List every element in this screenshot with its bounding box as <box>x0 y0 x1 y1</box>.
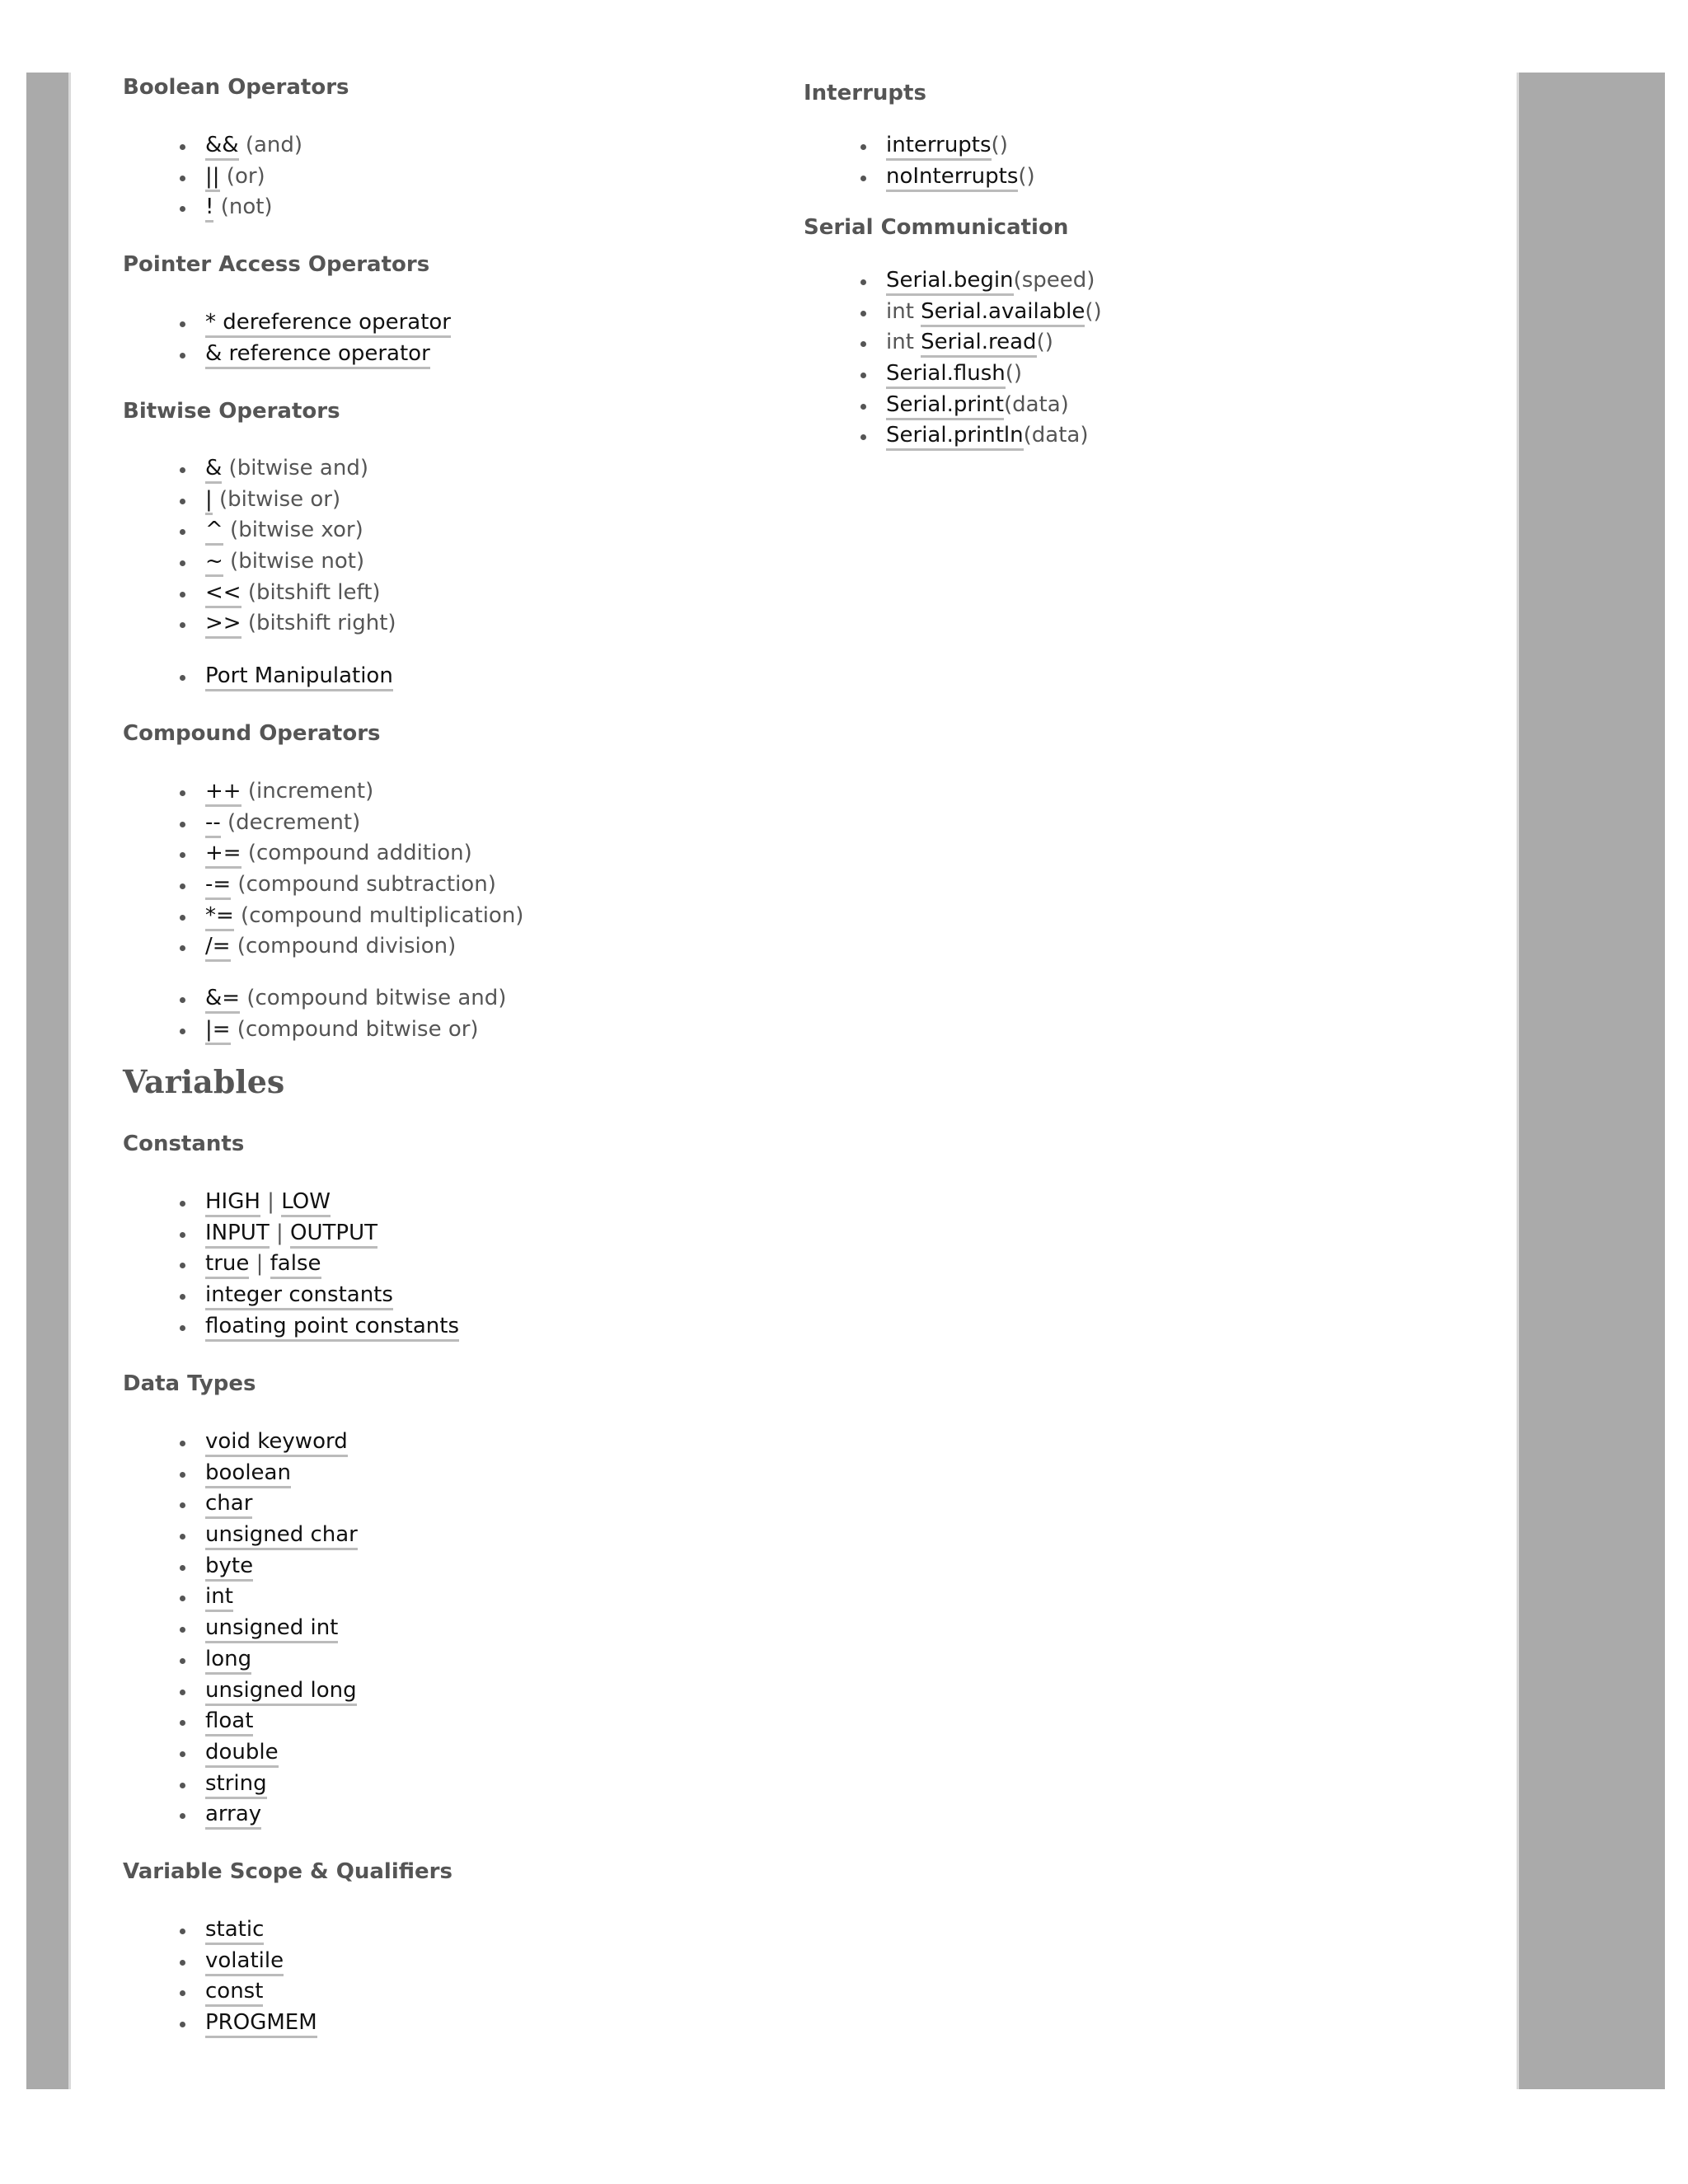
port-manipulation-list <box>123 661 393 692</box>
list-item <box>123 838 523 869</box>
no-interrupts-link[interactable]: noInterrupts <box>886 164 1018 192</box>
string-link[interactable]: string <box>205 1771 267 1799</box>
list-item <box>123 2008 317 2039</box>
list-item <box>123 162 302 193</box>
bitshift-right-link[interactable]: >> <box>205 611 241 639</box>
false-link[interactable]: false <box>270 1251 321 1279</box>
true-link[interactable]: true <box>205 1251 249 1279</box>
compound-operators-heading: Compound Operators <box>123 721 381 746</box>
long-link[interactable]: long <box>205 1647 251 1675</box>
pointer-access-operators-list <box>123 307 451 369</box>
list-item <box>123 1520 358 1551</box>
compound-division-link[interactable]: /= <box>205 934 231 962</box>
item-note: (compound bitwise and) <box>240 986 507 1010</box>
int-link[interactable]: int <box>205 1584 233 1612</box>
item-note: (compound addition) <box>241 841 472 866</box>
item-note: () <box>991 133 1008 157</box>
not-operator-link[interactable]: ! <box>205 194 213 223</box>
list-item <box>804 162 1035 193</box>
interrupts-link[interactable]: interrupts <box>886 133 992 161</box>
boolean-operators-list <box>123 130 302 223</box>
list-item <box>123 901 523 932</box>
item-note: () <box>1036 330 1053 355</box>
list-item <box>123 1218 459 1249</box>
list-item <box>123 339 451 370</box>
serial-begin-link[interactable]: Serial.begin <box>886 268 1014 296</box>
integer-constants-link[interactable]: integer constants <box>205 1282 393 1310</box>
bitwise-xor-link[interactable]: ^ <box>205 518 223 546</box>
list-item <box>123 130 302 162</box>
port-manipulation-link[interactable]: Port Manipulation <box>205 663 393 691</box>
list-item <box>123 515 396 546</box>
item-note: (decrement) <box>220 809 361 835</box>
list-item <box>804 359 1102 390</box>
item-note: (speed) <box>1013 268 1095 293</box>
serial-communication-heading: Serial Communication <box>804 215 1069 240</box>
serial-flush-link[interactable]: Serial.flush <box>886 361 1006 389</box>
list-item <box>123 1551 358 1582</box>
serial-read-link[interactable]: Serial.read <box>921 330 1036 358</box>
item-note: (data) <box>1023 423 1089 448</box>
decrement-link[interactable]: -- <box>205 810 221 838</box>
list-item <box>123 869 523 901</box>
item-note: () <box>1085 298 1102 324</box>
item-note: (bitshift right) <box>241 611 396 636</box>
low-link[interactable]: LOW <box>281 1189 331 1217</box>
list-item <box>123 1427 358 1458</box>
boolean-operators-heading: Boolean Operators <box>123 75 349 100</box>
list-item <box>123 1976 317 2008</box>
boolean-link[interactable]: boolean <box>205 1460 291 1488</box>
data-types-heading: Data Types <box>123 1371 256 1396</box>
item-note: (compound bitwise or) <box>230 1016 479 1042</box>
list-item <box>123 808 523 839</box>
list-item <box>123 661 393 692</box>
item-prefix: int <box>886 298 921 324</box>
static-link[interactable]: static <box>205 1917 264 1945</box>
item-note: (data) <box>1003 391 1069 417</box>
void-keyword-link[interactable]: void keyword <box>205 1429 348 1457</box>
item-note: (bitwise or) <box>212 486 341 512</box>
list-item <box>123 1249 459 1280</box>
list-item <box>123 1613 358 1644</box>
unsigned-int-link[interactable]: unsigned int <box>205 1615 338 1643</box>
serial-println-link[interactable]: Serial.println <box>886 423 1024 451</box>
item-note: (bitwise and) <box>222 456 368 480</box>
separator: | <box>249 1251 270 1277</box>
item-note: (bitwise not) <box>223 549 365 574</box>
list-item <box>123 1737 358 1769</box>
list-item <box>123 1769 358 1800</box>
list-item <box>123 546 396 578</box>
list-item <box>123 1706 358 1737</box>
bitwise-operators-list <box>123 453 396 640</box>
right-sidebar-bar <box>1517 73 1665 2089</box>
list-item <box>123 485 396 516</box>
item-note: () <box>1005 361 1023 387</box>
constants-heading: Constants <box>123 1132 245 1156</box>
variable-scope-list <box>123 1915 317 2039</box>
list-item <box>804 327 1102 359</box>
const-link[interactable]: const <box>205 1979 263 2007</box>
variable-scope-heading: Variable Scope & Qualifiers <box>123 1859 452 1884</box>
separator: | <box>269 1220 291 1245</box>
increment-link[interactable]: ++ <box>205 779 241 807</box>
item-note: () <box>1018 163 1035 189</box>
list-item <box>123 578 396 609</box>
byte-link[interactable]: byte <box>205 1554 253 1582</box>
list-item <box>123 192 302 223</box>
bitshift-left-link[interactable]: << <box>205 580 241 608</box>
compound-operators-list <box>123 776 523 963</box>
variables-heading: Variables <box>123 1063 285 1100</box>
separator: | <box>260 1189 282 1214</box>
list-item <box>123 1915 317 1946</box>
list-item <box>123 983 506 1015</box>
double-link[interactable]: double <box>205 1740 279 1768</box>
list-item <box>123 776 523 808</box>
item-note: (or) <box>219 163 265 189</box>
unsigned-char-link[interactable]: unsigned char <box>205 1522 358 1550</box>
item-note: (bitshift left) <box>241 579 381 605</box>
list-item <box>123 931 523 963</box>
item-note: (not) <box>213 194 273 220</box>
list-item <box>123 1458 358 1489</box>
dereference-operator-link[interactable]: * dereference operator <box>205 310 451 338</box>
list-item <box>123 1187 459 1218</box>
bitwise-not-link[interactable]: ~ <box>205 549 223 577</box>
serial-print-link[interactable]: Serial.print <box>886 392 1004 420</box>
progmem-link[interactable]: PROGMEM <box>205 2010 317 2038</box>
compound-addition-link[interactable]: += <box>205 841 241 869</box>
list-item <box>804 265 1102 297</box>
volatile-link[interactable]: volatile <box>205 1948 284 1976</box>
unsigned-long-link[interactable]: unsigned long <box>205 1678 357 1706</box>
compound-bitwise-or-link[interactable]: |= <box>205 1017 231 1045</box>
item-note: (increment) <box>241 779 374 804</box>
item-note: (and) <box>238 133 303 157</box>
output-link[interactable]: OUTPUT <box>290 1221 377 1249</box>
list-item <box>123 1799 358 1830</box>
compound-multiplication-link[interactable]: *= <box>205 903 234 931</box>
data-types-list <box>123 1427 358 1830</box>
array-link[interactable]: array <box>205 1802 261 1830</box>
list-item <box>123 608 396 640</box>
and-operator-link[interactable]: && <box>205 133 239 161</box>
input-link[interactable]: INPUT <box>205 1221 270 1249</box>
float-link[interactable]: float <box>205 1708 253 1736</box>
compound-subtraction-link[interactable]: -= <box>205 872 231 900</box>
constants-list <box>123 1187 459 1342</box>
list-item <box>123 307 451 339</box>
compound-bitwise-and-link[interactable]: &= <box>205 986 240 1014</box>
list-item <box>123 1946 317 1977</box>
bitwise-or-link[interactable]: | <box>205 487 213 515</box>
list-item <box>804 297 1102 328</box>
bitwise-and-link[interactable]: & <box>205 456 222 484</box>
item-prefix: int <box>886 330 921 355</box>
list-item <box>804 390 1102 421</box>
list-item <box>804 420 1102 452</box>
floating-point-constants-link[interactable]: floating point constants <box>205 1314 459 1342</box>
list-item <box>123 1675 358 1707</box>
serial-communication-list <box>804 265 1102 452</box>
list-item <box>123 1644 358 1675</box>
list-item <box>123 1488 358 1520</box>
list-item <box>123 1015 506 1046</box>
list-item <box>804 130 1035 162</box>
compound-bitwise-list <box>123 983 506 1045</box>
list-item <box>123 453 396 485</box>
item-note: (compound division) <box>230 934 457 959</box>
pointer-access-operators-heading: Pointer Access Operators <box>123 252 430 277</box>
left-sidebar-bar <box>26 73 71 2089</box>
interrupts-heading: Interrupts <box>804 81 926 105</box>
item-note: (compound subtraction) <box>231 872 496 898</box>
item-note: (bitwise xor) <box>223 518 363 543</box>
list-item <box>123 1582 358 1613</box>
serial-available-link[interactable]: Serial.available <box>921 299 1085 327</box>
item-note: (compound multiplication) <box>233 902 524 928</box>
list-item <box>123 1280 459 1311</box>
reference-operator-link[interactable]: & reference operator <box>205 341 430 369</box>
list-item <box>123 1311 459 1343</box>
char-link[interactable]: char <box>205 1491 252 1519</box>
high-link[interactable]: HIGH <box>205 1189 260 1217</box>
bitwise-operators-heading: Bitwise Operators <box>123 399 340 424</box>
or-operator-link[interactable]: || <box>205 164 220 192</box>
interrupts-list <box>804 130 1035 192</box>
